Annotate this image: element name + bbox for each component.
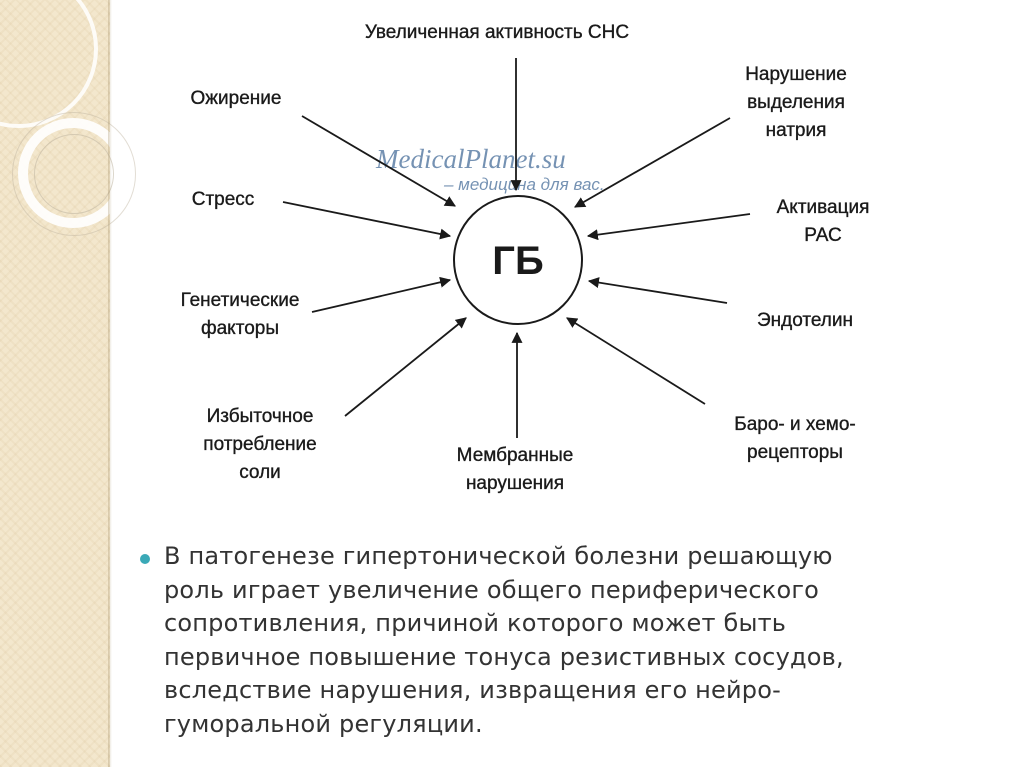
factor-label-obesity — [191, 88, 282, 109]
bullet-paragraph — [140, 540, 980, 741]
factor-label-genetic — [181, 290, 300, 339]
factor-label-line: Стресс — [191, 189, 255, 210]
factor-label-line: Баро- и хемо- — [734, 414, 856, 435]
arrow-endothelin — [589, 281, 727, 303]
watermark — [375, 144, 605, 194]
factor-label-stress — [192, 189, 255, 210]
center-label: ГБ — [492, 239, 544, 283]
factor-label-line: Нарушение — [745, 64, 847, 85]
arrow-sodium — [575, 118, 730, 207]
arrow-stress — [283, 202, 450, 236]
factor-label-sodium — [745, 64, 847, 141]
watermark-tagline: – медицина для вас. — [444, 175, 605, 194]
factor-label-line: Эндотелин — [756, 310, 854, 331]
factor-label-line: РАС — [804, 225, 842, 246]
bullet-text: В патогенезе гипертонической болезни решающую роль играет увеличение общего периферического сопротивления, причиной которого может быть первичное повышение тонуса резистивных сосудов, вследствие нарушения, извращения его нейро- гуморальной регуляции. — [164, 542, 844, 738]
factor-label-line: выделения — [747, 92, 845, 113]
factor-label-line: Избыточное — [206, 406, 314, 427]
factor-label-line: потребление — [203, 434, 317, 455]
factor-label-salt — [203, 406, 316, 483]
bullet-dot-icon — [140, 554, 150, 564]
factor-label-line: Активация — [776, 197, 870, 218]
factor-label-line: факторы — [200, 318, 280, 339]
arrow-receptors — [567, 318, 705, 404]
factor-label-line: Генетические — [180, 290, 300, 311]
factor-label-line: соли — [239, 462, 281, 483]
factor-label-line: нарушения — [465, 473, 565, 494]
factor-label-line: натрия — [765, 120, 827, 141]
factor-label-line: Увеличенная активность СНС — [364, 22, 630, 43]
factor-label-ras — [777, 197, 870, 246]
watermark-site: MedicalPlanet.su — [376, 144, 566, 174]
factor-label-endothelin — [757, 310, 853, 331]
factor-label-line: рецепторы — [747, 442, 843, 463]
arrow-salt — [345, 318, 466, 416]
arrow-genetic — [312, 280, 450, 312]
factor-label-line: Мембранные — [456, 445, 574, 466]
factor-label-receptors — [734, 414, 855, 463]
arrow-ras — [588, 214, 750, 236]
factor-label-line: Ожирение — [190, 88, 282, 109]
factor-label-membrane — [457, 445, 574, 494]
factor-label-sns — [365, 22, 629, 43]
